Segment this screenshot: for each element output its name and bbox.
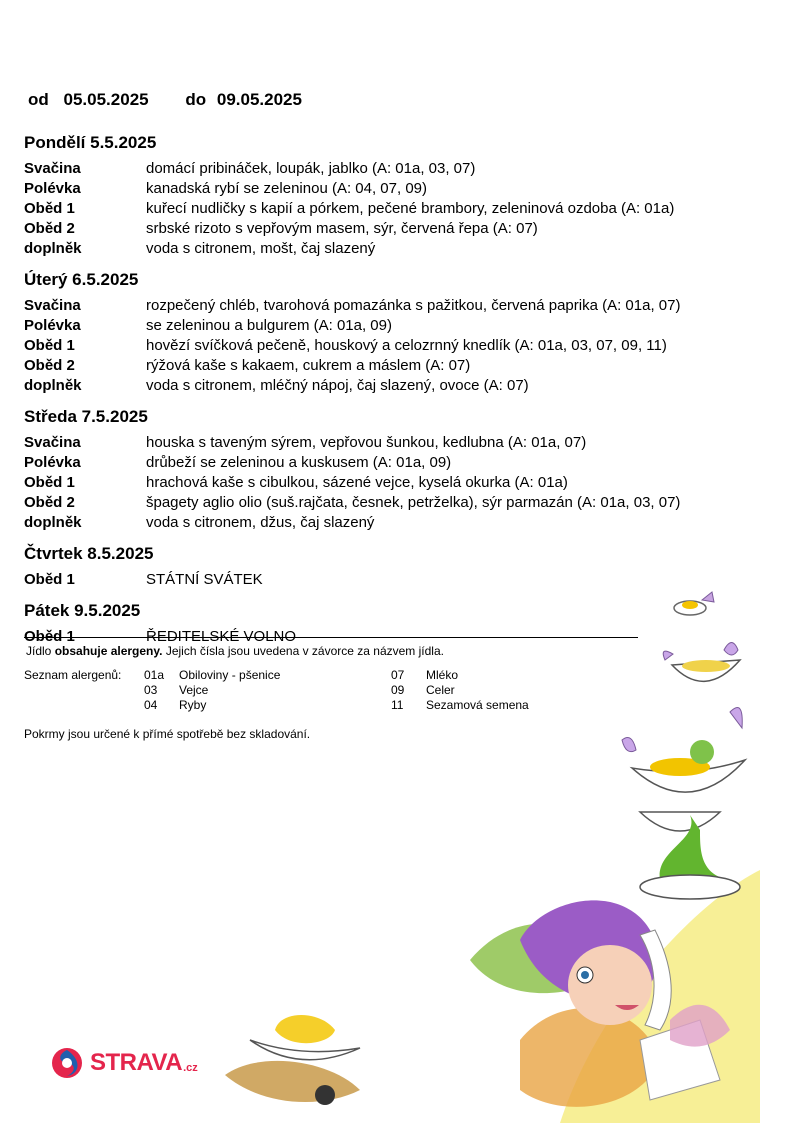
background-wash (560, 870, 760, 1123)
plate-3-broccoli (690, 740, 714, 764)
meal-description: kuřecí nudličky s kapií a pórkem, pečené brambory, zeleninová ozdoba (A: 01a) (146, 200, 675, 217)
allergen-code: 04 (144, 698, 158, 712)
meal-description: voda s citronem, mléčný nápoj, čaj slazený, ovoce (A: 07) (146, 377, 529, 394)
meal-label: doplněk (24, 377, 82, 394)
allergen-name: Mléko (426, 668, 459, 682)
fairy-face (568, 945, 652, 1025)
allergen-name: Obiloviny - pšenice (179, 668, 281, 682)
day-title: Čtvrtek 8.5.2025 (24, 544, 154, 563)
allergen-note (26, 644, 638, 658)
date-range (28, 90, 302, 110)
meal-description: hrachová kaše s cibulkou, sázené vejce, kyselá okurka (A: 01a) (146, 474, 568, 491)
allergen-code: 09 (391, 683, 405, 697)
allergen-list (24, 668, 638, 713)
to-label: do (185, 90, 207, 109)
meal-label: Oběd 1 (24, 337, 75, 354)
day-title: Středa 7.5.2025 (24, 407, 148, 426)
allergen-column-1 (144, 668, 391, 713)
meal-row (24, 433, 764, 453)
meal-label: Oběd 1 (24, 628, 75, 645)
bowl-2 (672, 660, 740, 681)
fairy-hair (520, 900, 658, 1010)
allergen-code: 01a (144, 668, 165, 682)
meal-label: Oběd 2 (24, 220, 75, 237)
bowl-4 (640, 812, 720, 831)
note-bold: obsahuje alergeny. (54, 644, 163, 658)
held-plate (640, 875, 740, 899)
allergen-item (144, 668, 391, 683)
meal-label: Polévka (24, 180, 81, 197)
meal-label: Oběd 1 (24, 200, 75, 217)
beetle (315, 1085, 335, 1105)
meal-row (24, 513, 764, 533)
fairy-pupil (581, 971, 589, 979)
from-label: od (28, 90, 49, 109)
day-title: Pondělí 5.5.2025 (24, 133, 157, 152)
allergen-item (391, 668, 638, 683)
fairy-wing-left (470, 924, 600, 993)
day-title: Pátek 9.5.2025 (24, 601, 141, 620)
meal-row (24, 316, 764, 336)
strava-logo (50, 1046, 198, 1080)
meal-row (24, 356, 764, 376)
meal-description: se zeleninou a bulgurem (A: 01a, 09) (146, 317, 392, 334)
allergen-item (391, 683, 638, 698)
meal-description: domácí pribináček, loupák, jablko (A: 01a, 03, 07) (146, 160, 476, 177)
green-soup (660, 815, 730, 895)
plate-3-rice (650, 758, 710, 776)
allergen-list-label: Seznam alergenů: (24, 668, 122, 682)
allergen-code: 07 (391, 668, 405, 682)
meal-row (24, 239, 764, 259)
meal-label: doplněk (24, 514, 82, 531)
meal-description: rozpečený chléb, tvarohová pomazánka s pažitkou, červená paprika (A: 01a, 07) (146, 297, 681, 314)
to-date: 09.05.2025 (216, 90, 302, 109)
meal-description: srbské rizoto s vepřovým masem, sýr, červená řepa (A: 07) (146, 220, 538, 237)
plate-3 (632, 760, 745, 792)
day-block (24, 404, 764, 533)
allergen-legend (24, 637, 638, 741)
fairy-arm (640, 930, 671, 1030)
meal-description: drůbeží se zeleninou a kuskusem (A: 01a, 09) (146, 454, 452, 471)
allergen-item (144, 683, 391, 698)
bowl-2-food (682, 660, 730, 672)
meal-description: voda s citronem, mošt, čaj slazený (146, 240, 376, 257)
meal-label: Oběd 1 (24, 571, 75, 588)
meal-label: Svačina (24, 434, 81, 451)
storage-note: Pokrmy jsou určené k přímé spotřebě bez skladování. (24, 727, 311, 741)
meal-label: Polévka (24, 454, 81, 471)
meal-description: houska s taveným sýrem, vepřovou šunkou, kedlubna (A: 01a, 07) (146, 434, 587, 451)
fairy-wings-orange (520, 1008, 660, 1107)
allergen-code: 03 (144, 683, 158, 697)
allergen-name: Sezamová semena (426, 698, 529, 712)
allergen-name: Vejce (179, 683, 209, 697)
meal-row (24, 570, 764, 590)
meal-row (24, 219, 764, 239)
bottom-food (275, 1015, 335, 1043)
meal-description: kanadská rybí se zeleninou (A: 04, 07, 09) (146, 180, 428, 197)
day-block (24, 130, 764, 259)
meal-row (24, 453, 764, 473)
note-rest: Jejich čísla jsou uvedena v závorce za názvem jídla. (162, 644, 444, 658)
meal-label: Svačina (24, 297, 81, 314)
fairy-dress (640, 1020, 720, 1100)
meal-description: hovězí svíčková pečeně, houskový a celozrnný knedlík (A: 01a, 03, 07, 09, 11) (146, 337, 667, 354)
meal-row (24, 179, 764, 199)
fairy-sleeve (670, 1005, 730, 1047)
note-prefix: Jídlo (26, 644, 55, 658)
allergen-code: 11 (391, 698, 404, 712)
allergen-name: Celer (426, 683, 455, 697)
strava-logo-text: STRAVA (90, 1049, 183, 1076)
meal-row (24, 376, 764, 396)
meal-label: Oběd 1 (24, 474, 75, 491)
meal-row (24, 473, 764, 493)
meal-row (24, 296, 764, 316)
allergen-item (144, 698, 391, 713)
fairy-mouth (615, 1005, 639, 1010)
meal-description: špagety aglio olio (suš.rajčata, česnek, petrželka), sýr parmazán (A: 01a, 03, 07) (146, 494, 681, 511)
meal-row (24, 199, 764, 219)
fairy-eye (577, 967, 593, 983)
meal-label: Svačina (24, 160, 81, 177)
allergen-column-2 (391, 668, 638, 713)
meal-row (24, 493, 764, 513)
meal-description: STÁTNÍ SVÁTEK (146, 571, 263, 588)
allergen-name: Ryby (179, 698, 207, 712)
allergen-item (391, 698, 638, 713)
bottom-plate (250, 1040, 360, 1060)
day-block (24, 541, 764, 590)
meal-description: rýžová kaše s kakaem, cukrem a máslem (A: 07) (146, 357, 471, 374)
meal-row (24, 159, 764, 179)
from-date: 05.05.2025 (63, 90, 149, 109)
meal-label: doplněk (24, 240, 82, 257)
meal-label: Polévka (24, 317, 81, 334)
strava-logo-suffix: .cz (183, 1062, 198, 1074)
day-block (24, 267, 764, 396)
butterfly-5 (730, 708, 742, 728)
strava-logo-icon (50, 1046, 84, 1080)
meal-description: voda s citronem, džus, čaj slazený (146, 514, 375, 531)
leaf-left (225, 1061, 360, 1102)
day-title: Úterý 6.5.2025 (24, 270, 139, 289)
meal-description: ŘEDITELSKÉ VOLNO (146, 628, 297, 645)
meal-label: Oběd 2 (24, 357, 75, 374)
meal-label: Oběd 2 (24, 494, 75, 511)
weekly-menu (24, 130, 764, 655)
meal-row (24, 336, 764, 356)
